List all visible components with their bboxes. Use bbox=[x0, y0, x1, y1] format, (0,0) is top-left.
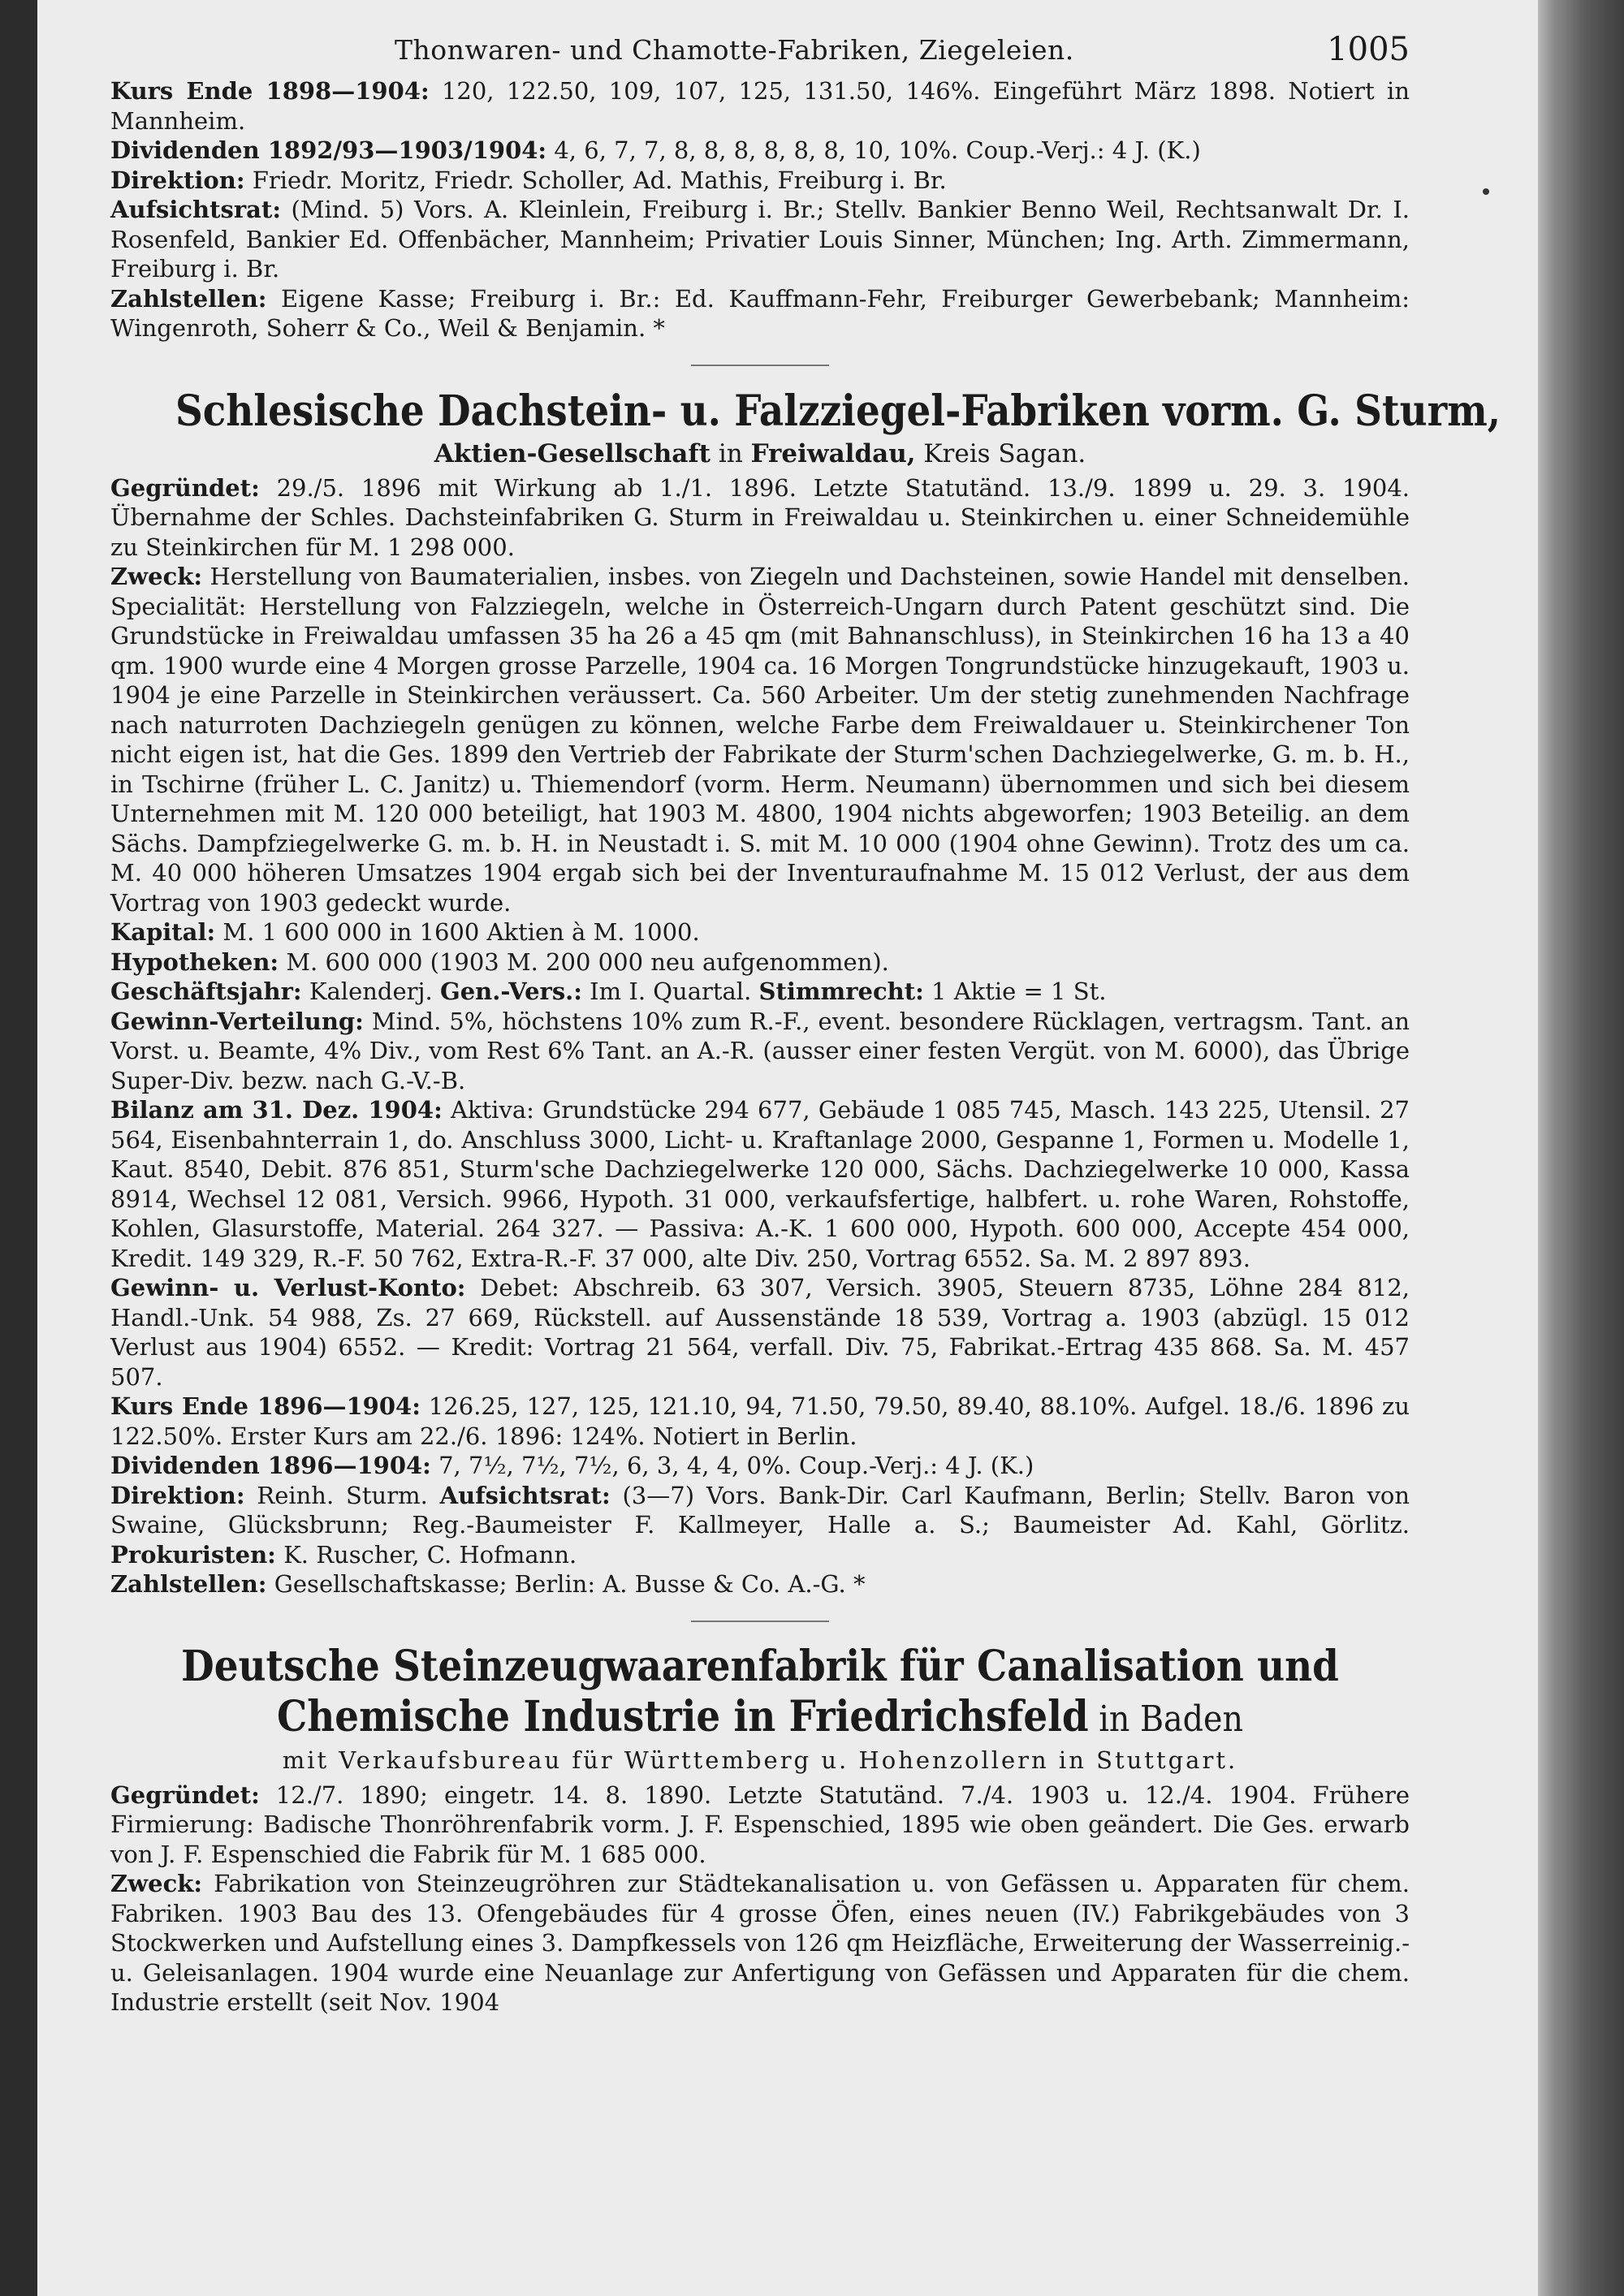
kurs-label: Kurs Ende 1896—1904: bbox=[110, 1392, 421, 1420]
dividenden-label: Dividenden 1892/93—1903/1904: bbox=[110, 136, 547, 164]
zahlstellen-paragraph bbox=[110, 1569, 1410, 1599]
aufsichtsrat-text: (3—7) Vors. Bank-Dir. Carl Kaufmann, Berlin; Stellv. Baron von Swaine, Glücksbrunn; Reg.-Baumeister F. Kallmeyer, Halle a. S.; Baumeister Ad. Kahl, Görlitz. bbox=[110, 1481, 1410, 1539]
zahlstellen-text: Gesellschaftskasse; Berlin: A. Busse & Co. A.-G. * bbox=[266, 1570, 866, 1598]
dividenden-text: 7, 7½, 7½, 7½, 6, 3, 4, 4, 0%. Coup.-Verj.: 4 J. (K.) bbox=[430, 1452, 1034, 1479]
speck-mark bbox=[1483, 188, 1489, 195]
company-subtitle bbox=[110, 438, 1410, 470]
gegruendet-label: Gegründet: bbox=[110, 473, 260, 502]
zweck-label: Zweck: bbox=[110, 563, 203, 590]
hypotheken-label: Hypotheken: bbox=[110, 947, 279, 976]
section-divider bbox=[691, 1621, 829, 1622]
company-title-line-2-place: in Baden bbox=[1088, 1698, 1243, 1740]
page-number: 1005 bbox=[1327, 31, 1410, 68]
dividenden-paragraph bbox=[110, 136, 1410, 166]
kapital-paragraph bbox=[110, 917, 1410, 947]
scan-right-edge bbox=[1538, 0, 1624, 2296]
direktion-text: Friedr. Moritz, Friedr. Scholler, Ad. Mathis, Freiburg i. Br. bbox=[244, 166, 947, 194]
aufsichtsrat-label: Aufsichtsrat: bbox=[110, 196, 282, 223]
company-entry-sturm bbox=[110, 386, 1501, 1599]
company-legal-form: Aktien-Gesellschaft bbox=[434, 438, 710, 468]
bilanz-text: Aktiva: Grundstücke 294 677, Gebäude 1 085 745, Masch. 143 225, Utensil. 27 564, Eisenbahnterrain 1, do. Anschluss 3000, Licht- u. Kraftanlage 2000, Gespanne 1, Formen u. Modelle 1, Kaut. 8540, Debit. 876 851, Sturm'sche Dachziegelwerke 120 000, Sächs. Dachziegelwerke 10 000, Kassa 8914, Wechsel 12 081, Versich. 9966, Hypoth. 31 000, verkaufsfertige, halbfert. u. rohe Waren, Rohstoffe, Kohlen, Glasurstoffe, Material. 264 327. — Passiva: A.-K. 1 600 000, Hypoth. 600 000, Accepte 454 000, Kredit. 149 329, R.-F. 50 762, Extra-R.-F. 37 000, alte Div. 250, Vortrag 6552. Sa. M. 2 897 893. bbox=[110, 1096, 1410, 1272]
kapital-text: M. 1 600 000 in 1600 Aktien à M. 1000. bbox=[215, 918, 700, 946]
page-content bbox=[110, 31, 1501, 2018]
company-district: Kreis Sagan. bbox=[915, 438, 1086, 468]
gegruendet-text: 29./5. 1896 mit Wirkung ab 1./1. 1896. Letzte Statutänd. 13./9. 1899 u. 29. 3. 1904. Übernahme der Schles. Dachsteinfabriken G. Sturm in Freiwaldau u. Steinkirchen u. einer Schneidemühle zu Steinkirchen für M. 1 298 000. bbox=[110, 473, 1410, 561]
kapital-label: Kapital: bbox=[110, 918, 216, 946]
zahlstellen-label: Zahlstellen: bbox=[110, 284, 267, 313]
running-title: Thonwaren- und Chamotte-Fabriken, Ziegeleien. bbox=[395, 34, 1074, 66]
geschaeftsjahr-text: Kalenderj. bbox=[301, 978, 440, 1005]
aufsichtsrat-text: (Mind. 5) Vors. A. Kleinlein, Freiburg i. Br.; Stellv. Bankier Benno Weil, Rechtsanwalt Dr. I. Rosenfeld, Bankier Ed. Offenbächer, Mannheim; Privatier Louis Sinner, München; Ing. Arth. Zimmermann, Freiburg i. Br. bbox=[110, 196, 1410, 283]
section-divider bbox=[691, 365, 829, 366]
prokuristen-label: Prokuristen: bbox=[110, 1540, 276, 1569]
gegruendet-label: Gegründet: bbox=[110, 1780, 260, 1809]
direktion-paragraph bbox=[110, 1481, 1410, 1570]
hypotheken-text: M. 600 000 (1903 M. 200 000 neu aufgenommen). bbox=[279, 947, 889, 976]
bilanz-label: Bilanz am 31. Dez. 1904: bbox=[110, 1096, 443, 1124]
zweck-text: Fabrikation von Steinzeugröhren zur Städtekanalisation u. von Gefässen u. Apparaten für chem. Fabriken. 1903 Bau des 13. Ofengebäudes für 4 grosse Öfen, eines neuen (IV.) Fabrikgebäudes von 3 Stockwerken und Aufstellung eines 3. Dampfkessels von 126 qm Heizfläche, Erweiterung der Wasserreinig.- u. Geleisanlagen. 1904 wurde eine Neuanlage zur Anfertigung von Gefässen und Apparaten für die chem. Industrie erstellt (seit Nov. 1904 bbox=[110, 1870, 1410, 2016]
company-place: Freiwaldau, bbox=[750, 438, 916, 468]
gewinn-verlust-text: Debet: Abschreib. 63 307, Versich. 3905, Steuern 8735, Löhne 284 812, Handl.-Unk. 54 988, Zs. 27 669, Rückstell. auf Aussenstände 18 539, Vortrag a. 1903 (abzügl. 15 012 Verlust aus 1904) 6552. — Kredit: Vortrag 21 564, verfall. Div. 75, Fabrikat.-Ertrag 435 868. Sa. M. 457 507. bbox=[110, 1274, 1410, 1391]
gegruendet-paragraph bbox=[110, 473, 1410, 563]
direktion-label: Direktion: bbox=[110, 1481, 245, 1509]
kurs-paragraph bbox=[110, 76, 1410, 136]
direktion-label: Direktion: bbox=[110, 166, 245, 194]
bilanz-paragraph bbox=[110, 1095, 1410, 1273]
dividenden-text: 4, 6, 7, 7, 8, 8, 8, 8, 8, 8, 10, 10%. Coup.-Verj.: 4 J. (K.) bbox=[546, 136, 1201, 164]
document-page bbox=[37, 0, 1538, 2296]
company-title-line-1: Deutsche Steinzeugwaarenfabrik für Canalisation und bbox=[181, 1641, 1339, 1691]
stimmrecht-text: 1 Aktie = 1 St. bbox=[923, 978, 1107, 1005]
prev-entry bbox=[110, 76, 1410, 343]
zahlstellen-text: Eigene Kasse; Freiburg i. Br.: Ed. Kauffmann-Fehr, Freiburger Gewerbebank; Mannheim: Wingenroth, Soherr & Co., Weil & Benjamin. * bbox=[110, 284, 1410, 342]
zahlstellen-label: Zahlstellen: bbox=[110, 1570, 267, 1598]
gewinn-verteilung-paragraph bbox=[110, 1007, 1410, 1096]
gegruendet-text: 12./7. 1890; eingetr. 14. 8. 1890. Letzte Statutänd. 7./4. 1903 u. 12./4. 1904. Frühere Firmierung: Badische Thonröhrenfabrik vorm. J. F. Espenschied, 1895 wie oben geändert. Die Ges. erwarb von J. F. Espenschied die Fabrik für M. 1 685 000. bbox=[110, 1780, 1410, 1868]
running-header bbox=[110, 31, 1410, 76]
company-entry-friedrichsfeld bbox=[110, 1642, 1410, 2018]
direktion-text: Reinh. Sturm. bbox=[244, 1481, 440, 1509]
hypotheken-paragraph bbox=[110, 947, 1410, 978]
aufsichtsrat-label: Aufsichtsrat: bbox=[439, 1481, 611, 1509]
subtitle-in: in bbox=[710, 438, 751, 468]
company-subtitle: mit Verkaufsbureau für Württemberg u. Hohenzollern in Stuttgart. bbox=[282, 1746, 1238, 1774]
zweck-text: Herstellung von Baumaterialien, insbes. von Ziegeln und Dachsteinen, sowie Handel mit denselben. Specialität: Herstellung von Falzziegeln, welche in Österreich-Ungarn durch Patent geschützt sind. Die Grundstücke in Freiwaldau umfassen 35 ha 26 a 45 qm (mit Bahnanschluss), in Steinkirchen 16 ha 13 a 40 qm. 1900 wurde eine 4 Morgen grosse Parzelle, 1904 ca. 16 Morgen Tongrundstücke hinzugekauft, 1903 u. 1904 je eine Parzelle in Steinkirchen veräussert. Ca. 560 Arbeiter. Um der stetig zunehmenden Nachfrage nach naturroten Dachziegeln genügen zu können, welche Farbe dem Freiwaldauer u. Steinkirchener Ton nicht eigen ist, hat die Ges. 1899 den Vertrieb der Fabrikate der Sturm'schen Dachziegelwerke, G. m. b. H., in Tschirne (früher L. C. Janitz) u. Thiemendorf (vorm. Herm. Neumann) übernommen und sich bei diesem Unternehmen mit M. 120 000 beteiligt, hat 1903 M. 4800, 1904 nichts abgeworfen; 1903 Beteilig. an dem Sächs. Dampfziegelwerke G. m. b. H. in Neustadt i. S. mit M. 10 000 (1904 ohne Gewinn). Trotz des um ca. M. 40 000 höheren Umsatzes 1904 ergab sich bei der Inventuraufnahme M. 15 012 Verlust, der aus dem Vortrag von 1903 gedeckt wurde. bbox=[110, 563, 1410, 917]
aufsichtsrat-paragraph bbox=[110, 195, 1410, 284]
gen-vers-label: Gen.-Vers.: bbox=[439, 978, 582, 1005]
stimmrecht-label: Stimmrecht: bbox=[758, 978, 924, 1005]
direktion-paragraph bbox=[110, 166, 1410, 196]
geschaeftsjahr-label: Geschäftsjahr: bbox=[110, 978, 302, 1005]
scan-left-edge bbox=[0, 0, 37, 2296]
gewinn-verteilung-text: Mind. 5%, höchstens 10% zum R.-F., event. besondere Rücklagen, vertragsm. Tant. an Vorst. u. Beamte, 4% Div., vom Rest 6% Tant. an A.-R. (ausser einer festen Vergüt. von M. 6000), das Übrige Super-Div. bezw. nach G.-V.-B. bbox=[110, 1007, 1410, 1094]
kurs-label: Kurs Ende 1898—1904: bbox=[110, 77, 430, 105]
dividenden-paragraph bbox=[110, 1451, 1410, 1481]
geschaeftsjahr-paragraph bbox=[110, 977, 1410, 1007]
zahlstellen-paragraph bbox=[110, 284, 1410, 343]
company-title-line-2 bbox=[175, 1692, 1345, 1745]
gewinn-verlust-paragraph bbox=[110, 1273, 1410, 1392]
zweck-label: Zweck: bbox=[110, 1870, 203, 1897]
company-title-line-2-bold: Chemische Industrie in Friedrichsfeld bbox=[277, 1691, 1089, 1741]
kurs-text: 126.25, 127, 125, 121.10, 94, 71.50, 79.50, 89.40, 88.10%. Aufgel. 18./6. 1896 zu 122.50%. Erster Kurs am 22./6. 1896: 124%. Notiert in Berlin. bbox=[110, 1392, 1410, 1450]
prokuristen-text: K. Ruscher, C. Hofmann. bbox=[275, 1540, 577, 1569]
kurs-text: 120, 122.50, 109, 107, 125, 131.50, 146%. Eingeführt März 1898. Notiert in Mannheim. bbox=[110, 77, 1410, 135]
gewinn-verteilung-label: Gewinn-Verteilung: bbox=[110, 1007, 364, 1035]
kurs-paragraph bbox=[110, 1392, 1410, 1451]
dividenden-label: Dividenden 1896—1904: bbox=[110, 1452, 431, 1479]
company-title: Schlesische Dachstein- u. Falzziegel-Fabriken vorm. G. Sturm, bbox=[175, 386, 1501, 436]
gegruendet-paragraph bbox=[110, 1780, 1410, 1870]
gen-vers-text: Im I. Quartal. bbox=[581, 978, 759, 1005]
gewinn-verlust-label: Gewinn- u. Verlust-Konto: bbox=[110, 1274, 466, 1301]
zweck-paragraph bbox=[110, 562, 1410, 917]
zweck-paragraph bbox=[110, 1869, 1410, 2018]
